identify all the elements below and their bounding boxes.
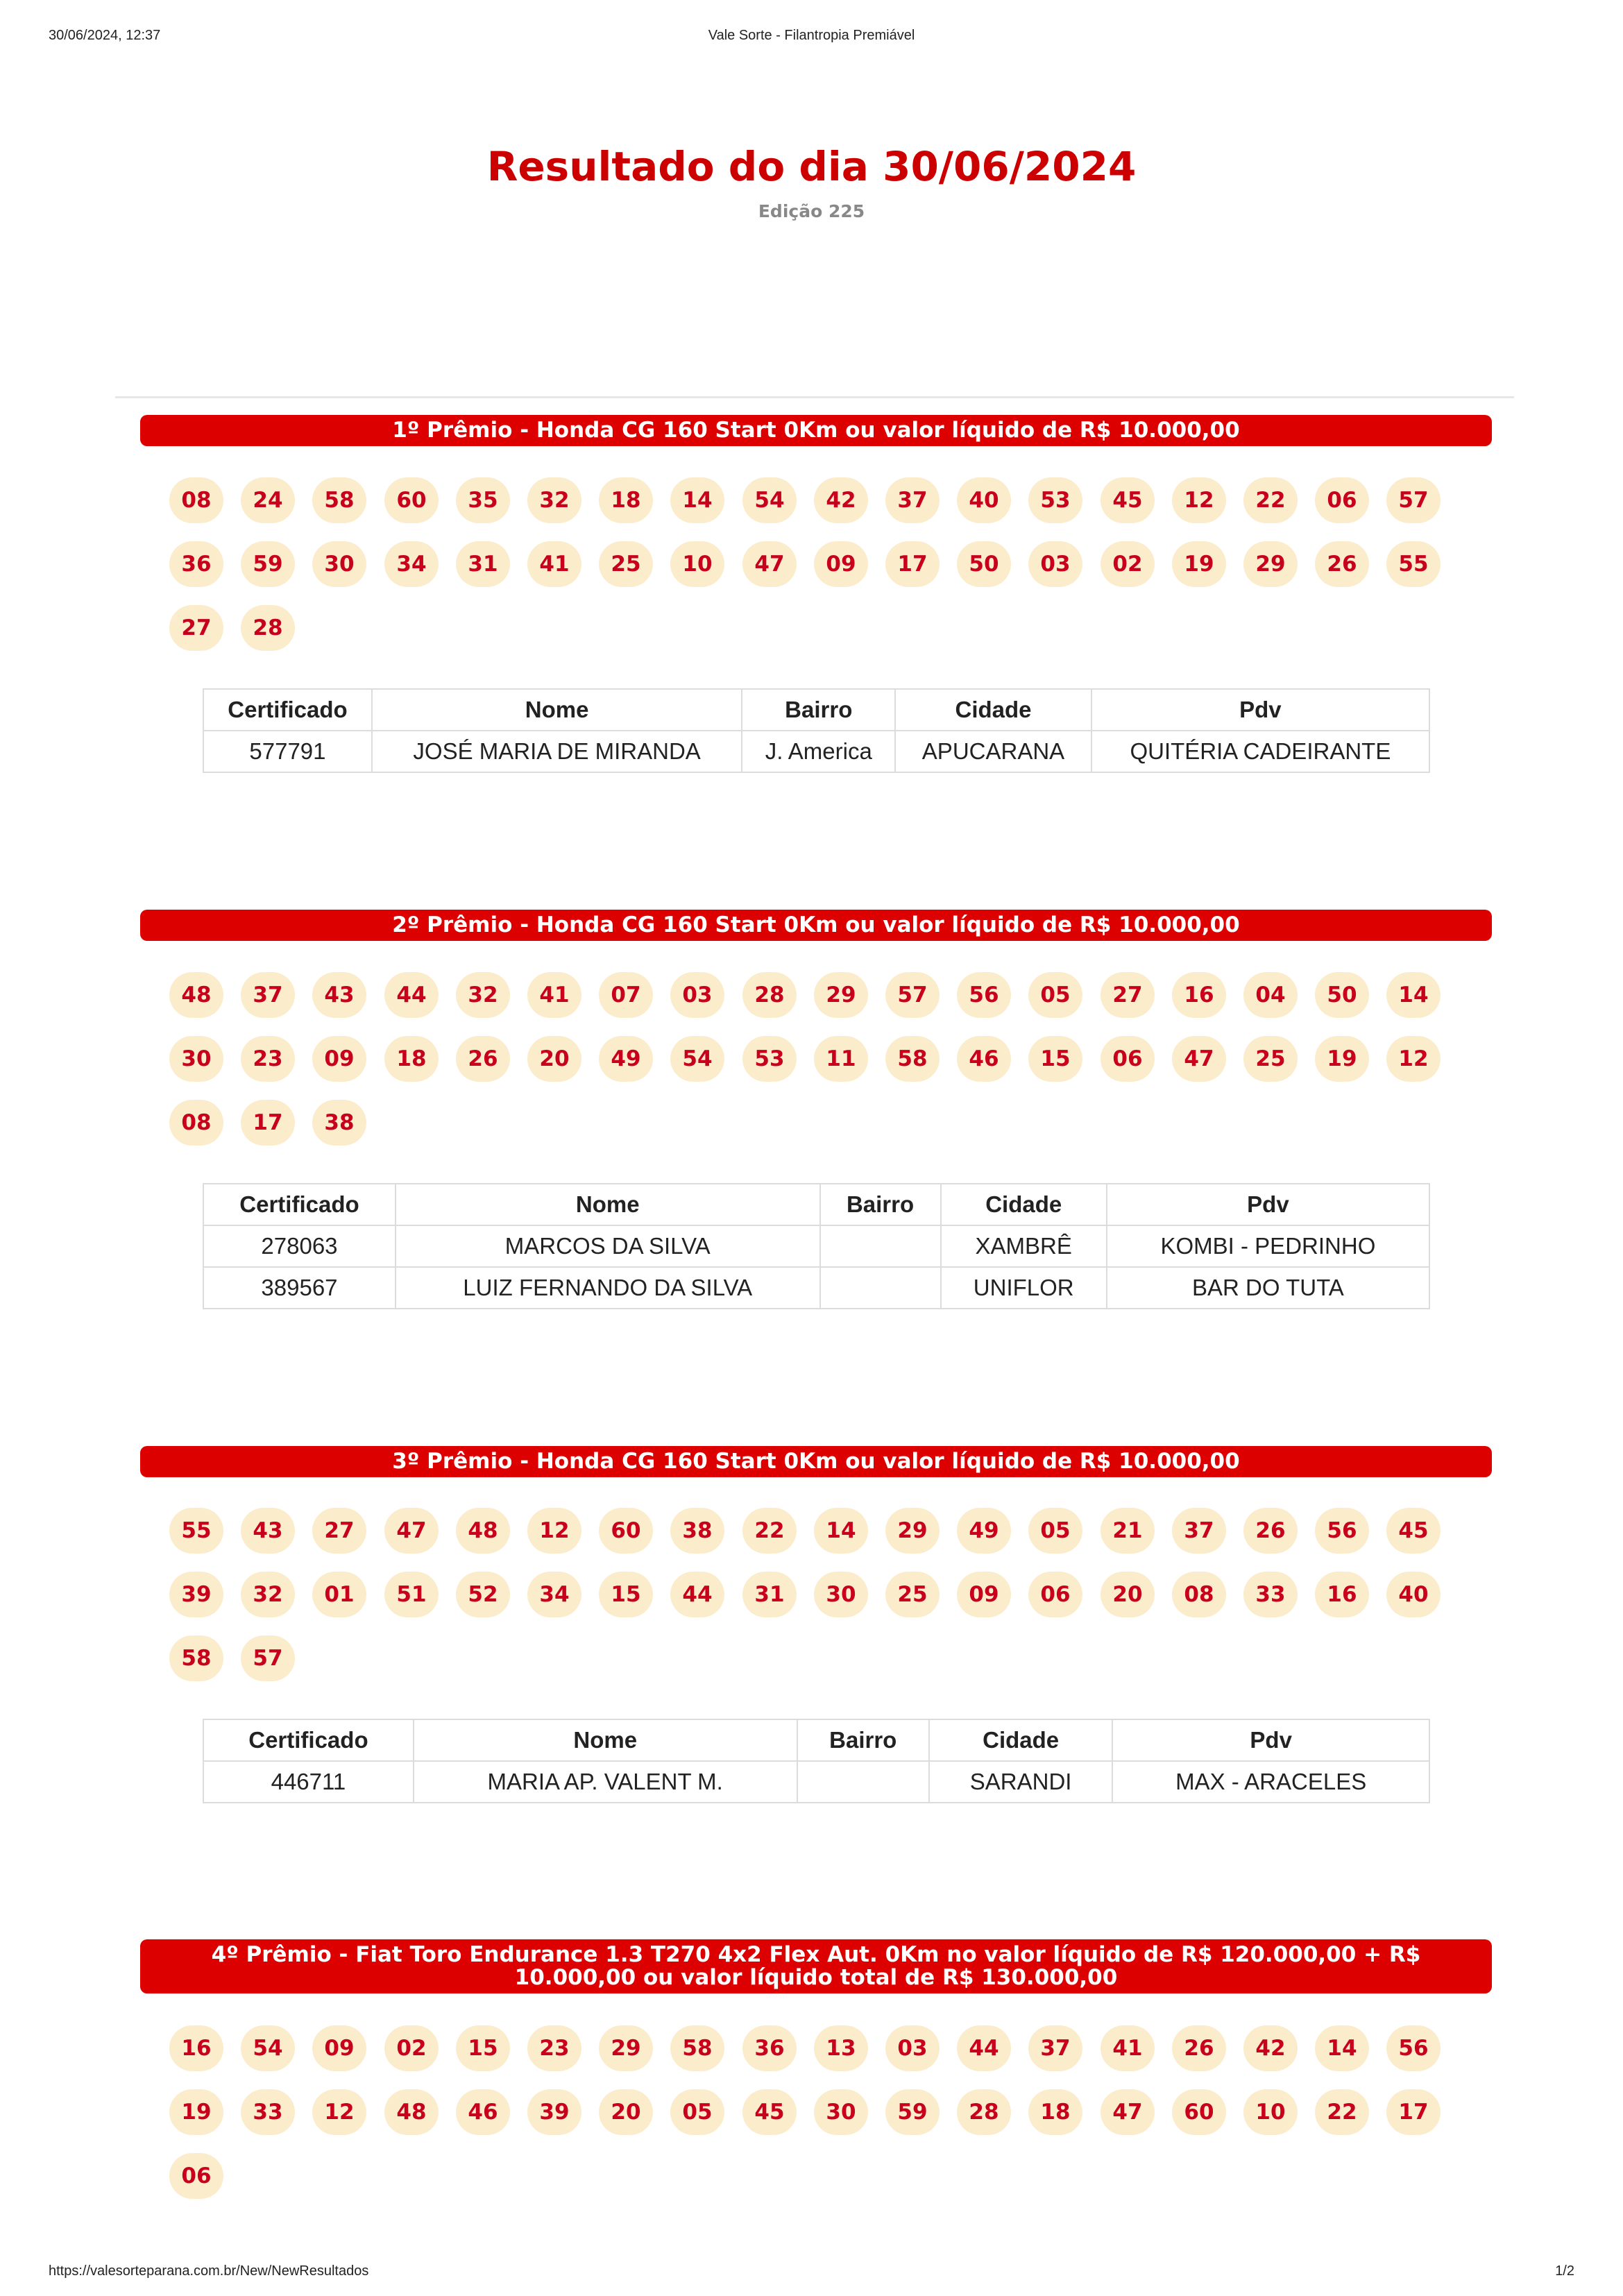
table-row: [203, 1225, 1429, 1267]
number-ball: 47: [384, 1508, 439, 1554]
col-bairro: Bairro: [820, 1184, 941, 1225]
number-ball: 49: [957, 1508, 1011, 1554]
table-header-row: [203, 689, 1429, 731]
cell-cidade: SARANDI: [929, 1761, 1112, 1803]
prize-banner: 3º Prêmio - Honda CG 160 Start 0Km ou valor líquido de R$ 10.000,00: [140, 1446, 1492, 1477]
winners-table: [203, 688, 1430, 773]
number-ball: 27: [312, 1508, 366, 1554]
cell-nome: MARCOS DA SILVA: [396, 1225, 820, 1267]
winners-table: [203, 1183, 1430, 1309]
number-ball: 31: [742, 1572, 797, 1617]
cell-bairro: [820, 1267, 941, 1309]
number-ball: 48: [169, 972, 223, 1018]
prize-banner: 2º Prêmio - Honda CG 160 Start 0Km ou valor líquido de R$ 10.000,00: [140, 910, 1492, 941]
col-nome: Nome: [372, 689, 742, 731]
number-ball: 14: [814, 1508, 868, 1554]
number-ball: 59: [241, 541, 295, 587]
number-ball: 39: [527, 2089, 581, 2135]
number-ball: 29: [814, 972, 868, 1018]
number-ball: 09: [814, 541, 868, 587]
number-ball: 09: [312, 2025, 366, 2071]
print-header: [49, 28, 1574, 49]
col-bairro: Bairro: [797, 1719, 929, 1761]
col-certificado: Certificado: [203, 689, 372, 731]
number-ball: 41: [527, 972, 581, 1018]
number-ball: 26: [456, 1036, 510, 1082]
cell-bairro: [797, 1761, 929, 1803]
number-ball: 27: [169, 605, 223, 651]
number-ball: 30: [169, 1036, 223, 1082]
number-ball: 48: [384, 2089, 439, 2135]
number-ball: 02: [1101, 541, 1155, 587]
number-ball: 42: [814, 477, 868, 523]
print-page-number: 1/2: [1555, 2263, 1574, 2279]
number-ball: 31: [456, 541, 510, 587]
number-ball: 10: [1243, 2089, 1298, 2135]
col-pdv: Pdv: [1107, 1184, 1429, 1225]
number-ball: 60: [1172, 2089, 1226, 2135]
number-ball: 26: [1172, 2025, 1226, 2071]
number-ball: 08: [169, 477, 223, 523]
number-ball: 02: [384, 2025, 439, 2071]
number-ball: 41: [1101, 2025, 1155, 2071]
number-ball: 26: [1243, 1508, 1298, 1554]
number-ball: 22: [742, 1508, 797, 1554]
col-certificado: Certificado: [203, 1184, 396, 1225]
col-nome: Nome: [396, 1184, 820, 1225]
cell-certificado: 278063: [203, 1225, 396, 1267]
number-ball: 01: [312, 1572, 366, 1617]
number-ball: 14: [1315, 2025, 1369, 2071]
number-ball: 29: [599, 2025, 653, 2071]
number-ball: 38: [312, 1100, 366, 1146]
number-ball: 16: [1172, 972, 1226, 1018]
number-ball: 40: [1386, 1572, 1441, 1617]
number-ball: 20: [1101, 1572, 1155, 1617]
number-ball: 58: [169, 1635, 223, 1681]
number-ball: 45: [1386, 1508, 1441, 1554]
number-ball: 27: [1101, 972, 1155, 1018]
table-header-row: [203, 1184, 1429, 1225]
table-header-row: [203, 1719, 1429, 1761]
number-ball: 03: [885, 2025, 940, 2071]
number-ball: 37: [885, 477, 940, 523]
number-ball: 08: [1172, 1572, 1226, 1617]
cell-cidade: XAMBRÊ: [941, 1225, 1107, 1267]
prize-banner: 1º Prêmio - Honda CG 160 Start 0Km ou valor líquido de R$ 10.000,00: [140, 415, 1492, 446]
number-ball: 18: [384, 1036, 439, 1082]
number-ball: 34: [384, 541, 439, 587]
number-ball: 43: [241, 1508, 295, 1554]
number-ball: 44: [670, 1572, 724, 1617]
number-ball: 15: [456, 2025, 510, 2071]
number-ball: 30: [814, 1572, 868, 1617]
number-ball: 12: [1172, 477, 1226, 523]
number-ball: 32: [456, 972, 510, 1018]
number-ball: 34: [527, 1572, 581, 1617]
cell-bairro: [820, 1225, 941, 1267]
number-ball: 18: [1028, 2089, 1082, 2135]
number-ball: 29: [1243, 541, 1298, 587]
number-ball: 53: [742, 1036, 797, 1082]
edition-label: Edição 225: [758, 201, 865, 221]
cell-cidade: APUCARANA: [895, 731, 1091, 772]
number-ball: 33: [1243, 1572, 1298, 1617]
number-ball: 32: [527, 477, 581, 523]
number-ball: 56: [1386, 2025, 1441, 2071]
number-ball: 22: [1243, 477, 1298, 523]
winners-table: [203, 1719, 1430, 1803]
number-ball: 53: [1028, 477, 1082, 523]
number-ball: 32: [241, 1572, 295, 1617]
number-ball: 26: [1315, 541, 1369, 587]
number-ball: 54: [670, 1036, 724, 1082]
number-ball: 07: [599, 972, 653, 1018]
table-row: [203, 1761, 1429, 1803]
number-ball: 50: [1315, 972, 1369, 1018]
print-url: https://valesorteparana.com.br/New/NewResultados: [49, 2263, 369, 2279]
cell-pdv: QUITÉRIA CADEIRANTE: [1091, 731, 1429, 772]
number-ball: 56: [1315, 1508, 1369, 1554]
col-pdv: Pdv: [1091, 689, 1429, 731]
number-ball: 54: [241, 2025, 295, 2071]
number-ball: 48: [456, 1508, 510, 1554]
number-ball: 45: [742, 2089, 797, 2135]
number-ball: 38: [670, 1508, 724, 1554]
cell-pdv: KOMBI - PEDRINHO: [1107, 1225, 1429, 1267]
col-pdv: Pdv: [1112, 1719, 1429, 1761]
number-ball: 35: [456, 477, 510, 523]
number-ball: 15: [599, 1572, 653, 1617]
number-ball: 42: [1243, 2025, 1298, 2071]
cell-bairro: J. America: [742, 731, 895, 772]
number-ball: 03: [1028, 541, 1082, 587]
header-divider: [115, 396, 1514, 398]
number-ball: 37: [1172, 1508, 1226, 1554]
number-ball: 12: [1386, 1036, 1441, 1082]
number-ball: 28: [957, 2089, 1011, 2135]
number-ball: 37: [1028, 2025, 1082, 2071]
print-footer: [49, 2263, 1574, 2284]
number-ball: 23: [527, 2025, 581, 2071]
number-ball: 08: [169, 1100, 223, 1146]
cell-certificado: 446711: [203, 1761, 414, 1803]
number-ball: 05: [1028, 972, 1082, 1018]
number-ball: 36: [169, 541, 223, 587]
number-ball: 20: [527, 1036, 581, 1082]
number-ball: 45: [1101, 477, 1155, 523]
cell-nome: JOSÉ MARIA DE MIRANDA: [372, 731, 742, 772]
number-ball: 40: [957, 477, 1011, 523]
number-ball: 09: [312, 1036, 366, 1082]
number-ball: 41: [527, 541, 581, 587]
number-ball: 47: [1101, 2089, 1155, 2135]
cell-nome: LUIZ FERNANDO DA SILVA: [396, 1267, 820, 1309]
number-ball: 30: [312, 541, 366, 587]
number-ball: 15: [1028, 1036, 1082, 1082]
number-ball: 57: [1386, 477, 1441, 523]
number-ball: 18: [599, 477, 653, 523]
print-page-title: Vale Sorte - Filantropia Premiável: [708, 28, 915, 43]
col-cidade: Cidade: [929, 1719, 1112, 1761]
number-ball: 14: [670, 477, 724, 523]
number-ball: 54: [742, 477, 797, 523]
number-ball: 21: [1101, 1508, 1155, 1554]
number-ball: 36: [742, 2025, 797, 2071]
number-ball: 60: [599, 1508, 653, 1554]
number-ball: 14: [1386, 972, 1441, 1018]
number-ball: 19: [169, 2089, 223, 2135]
number-ball: 06: [1101, 1036, 1155, 1082]
number-ball: 51: [384, 1572, 439, 1617]
number-ball: 20: [599, 2089, 653, 2135]
number-ball: 58: [885, 1036, 940, 1082]
table-row: [203, 1267, 1429, 1309]
number-ball: 57: [241, 1635, 295, 1681]
table-row: [203, 731, 1429, 772]
number-ball: 12: [312, 2089, 366, 2135]
number-ball: 60: [384, 477, 439, 523]
number-ball: 03: [670, 972, 724, 1018]
number-ball: 28: [742, 972, 797, 1018]
number-ball: 47: [742, 541, 797, 587]
number-ball: 52: [456, 1572, 510, 1617]
number-ball: 43: [312, 972, 366, 1018]
number-ball: 49: [599, 1036, 653, 1082]
number-ball: 55: [1386, 541, 1441, 587]
prize-banner: 4º Prêmio - Fiat Toro Endurance 1.3 T270 4x2 Flex Aut. 0Km no valor líquido de R$ 120.000,00 + R$ 10.000,00 ou valor líquido total de R$ 130.000,00: [140, 1939, 1492, 1993]
number-ball: 17: [1386, 2089, 1441, 2135]
number-ball: 22: [1315, 2089, 1369, 2135]
number-ball: 06: [169, 2153, 223, 2199]
print-datetime: 30/06/2024, 12:37: [49, 28, 161, 43]
number-ball: 13: [814, 2025, 868, 2071]
number-ball: 30: [814, 2089, 868, 2135]
number-ball: 58: [312, 477, 366, 523]
number-ball: 19: [1315, 1036, 1369, 1082]
number-ball: 46: [456, 2089, 510, 2135]
number-ball: 50: [957, 541, 1011, 587]
number-ball: 25: [599, 541, 653, 587]
number-ball: 56: [957, 972, 1011, 1018]
number-ball: 10: [670, 541, 724, 587]
page-title: Resultado do dia 30/06/2024: [486, 143, 1137, 190]
number-ball: 47: [1172, 1036, 1226, 1082]
col-cidade: Cidade: [895, 689, 1091, 731]
number-ball: 57: [885, 972, 940, 1018]
cell-certificado: 389567: [203, 1267, 396, 1309]
number-ball: 29: [885, 1508, 940, 1554]
number-ball: 37: [241, 972, 295, 1018]
number-ball: 58: [670, 2025, 724, 2071]
number-ball: 44: [957, 2025, 1011, 2071]
number-ball: 46: [957, 1036, 1011, 1082]
cell-pdv: BAR DO TUTA: [1107, 1267, 1429, 1309]
cell-cidade: UNIFLOR: [941, 1267, 1107, 1309]
col-nome: Nome: [414, 1719, 797, 1761]
number-ball: 16: [169, 2025, 223, 2071]
number-ball: 19: [1172, 541, 1226, 587]
number-ball: 39: [169, 1572, 223, 1617]
number-ball: 23: [241, 1036, 295, 1082]
number-ball: 55: [169, 1508, 223, 1554]
number-ball: 25: [1243, 1036, 1298, 1082]
number-ball: 04: [1243, 972, 1298, 1018]
col-bairro: Bairro: [742, 689, 895, 731]
number-ball: 44: [384, 972, 439, 1018]
cell-nome: MARIA AP. VALENT M.: [414, 1761, 797, 1803]
number-ball: 05: [1028, 1508, 1082, 1554]
number-ball: 11: [814, 1036, 868, 1082]
number-ball: 09: [957, 1572, 1011, 1617]
number-ball: 33: [241, 2089, 295, 2135]
number-ball: 28: [241, 605, 295, 651]
number-ball: 25: [885, 1572, 940, 1617]
number-ball: 24: [241, 477, 295, 523]
number-ball: 06: [1315, 477, 1369, 523]
number-ball: 59: [885, 2089, 940, 2135]
number-ball: 17: [885, 541, 940, 587]
number-ball: 12: [527, 1508, 581, 1554]
col-certificado: Certificado: [203, 1719, 414, 1761]
number-ball: 16: [1315, 1572, 1369, 1617]
cell-certificado: 577791: [203, 731, 372, 772]
number-ball: 05: [670, 2089, 724, 2135]
number-ball: 17: [241, 1100, 295, 1146]
cell-pdv: MAX - ARACELES: [1112, 1761, 1429, 1803]
number-ball: 06: [1028, 1572, 1082, 1617]
col-cidade: Cidade: [941, 1184, 1107, 1225]
